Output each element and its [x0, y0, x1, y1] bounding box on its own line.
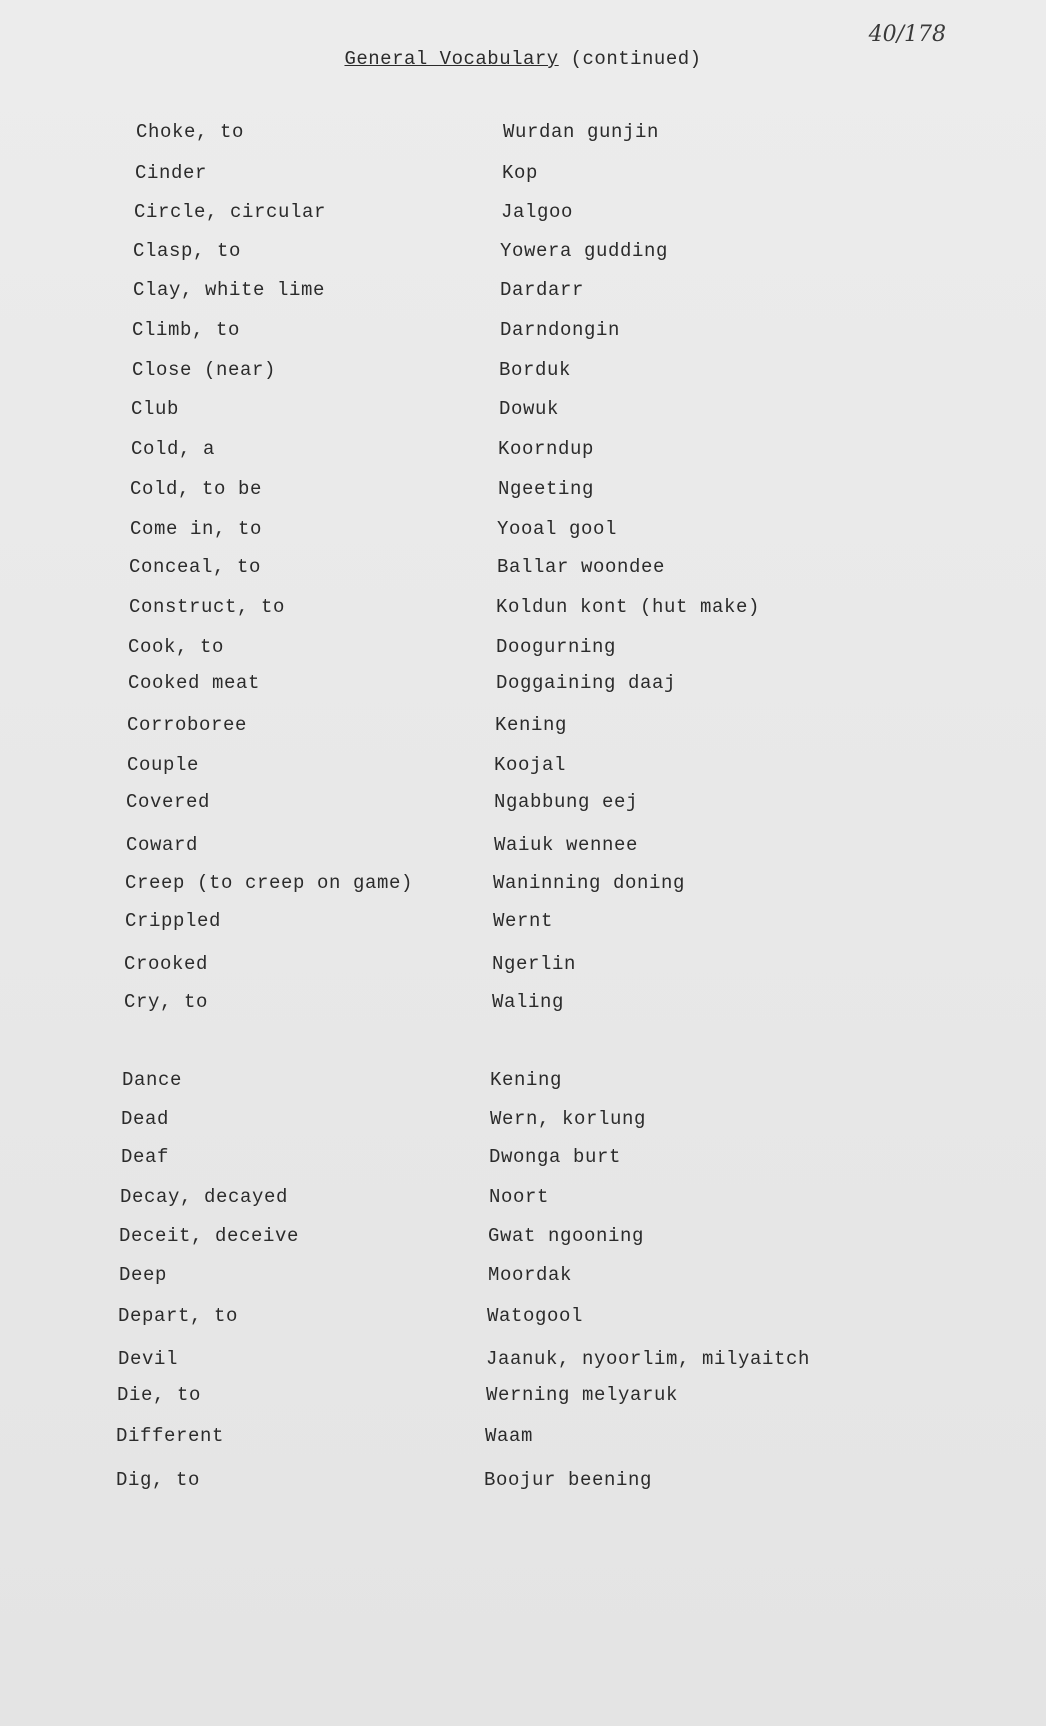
- vocabulary-entry: [0, 791, 1046, 819]
- translation: Noort: [489, 1186, 550, 1208]
- translation: Waninning doning: [493, 872, 686, 894]
- english-term: Choke, to: [136, 121, 245, 143]
- translation: Ballar woondee: [497, 556, 666, 578]
- english-term: Dance: [122, 1069, 183, 1091]
- english-term: Conceal, to: [129, 556, 262, 578]
- english-term: Couple: [127, 754, 200, 776]
- heading-continued: (continued): [570, 48, 702, 70]
- english-term: Creep (to creep on game): [125, 872, 414, 894]
- english-term: Construct, to: [129, 596, 286, 618]
- translation: Koojal: [494, 754, 567, 776]
- english-term: Corroboree: [127, 714, 248, 736]
- english-term: Devil: [118, 1348, 179, 1370]
- translation: Ngerlin: [492, 953, 577, 975]
- vocabulary-entry: [0, 1384, 1046, 1412]
- translation: Jalgoo: [501, 201, 574, 223]
- vocabulary-entry: [0, 1469, 1046, 1497]
- english-term: Die, to: [117, 1384, 202, 1406]
- vocabulary-entry: [0, 319, 1046, 347]
- translation: Ngabbung eej: [494, 791, 639, 813]
- vocabulary-entry: [0, 754, 1046, 782]
- vocabulary-entry: [0, 240, 1046, 268]
- english-term: Close (near): [132, 359, 277, 381]
- page-heading: [0, 48, 1046, 70]
- vocabulary-entry: [0, 478, 1046, 506]
- translation: Wernt: [493, 910, 554, 932]
- page-number: 40/178: [868, 22, 946, 47]
- translation: Dwonga burt: [489, 1146, 622, 1168]
- vocabulary-entry: [0, 596, 1046, 624]
- translation: Watogool: [487, 1305, 584, 1327]
- translation: Werning melyaruk: [486, 1384, 679, 1406]
- vocabulary-entry: [0, 1146, 1046, 1174]
- vocabulary-entry: [0, 991, 1046, 1019]
- vocabulary-entry: [0, 953, 1046, 981]
- translation: Kop: [502, 162, 539, 184]
- translation: Waling: [492, 991, 565, 1013]
- translation: Kening: [490, 1069, 563, 1091]
- heading-title: General Vocabulary: [344, 48, 559, 70]
- english-term: Decay, decayed: [120, 1186, 289, 1208]
- vocabulary-entry: [0, 1425, 1046, 1453]
- translation: Yooal gool: [497, 518, 618, 540]
- vocabulary-entry: [0, 398, 1046, 426]
- vocabulary-entry: [0, 121, 1046, 149]
- translation: Dowuk: [499, 398, 560, 420]
- english-term: Deep: [119, 1264, 168, 1286]
- translation: Wurdan gunjin: [503, 121, 660, 143]
- vocabulary-entry: [0, 556, 1046, 584]
- english-term: Deaf: [121, 1146, 170, 1168]
- translation: Doogurning: [496, 636, 617, 658]
- vocabulary-entry: [0, 359, 1046, 387]
- vocabulary-entry: [0, 714, 1046, 742]
- translation: Yowera gudding: [500, 240, 669, 262]
- translation: Borduk: [499, 359, 572, 381]
- vocabulary-entry: [0, 438, 1046, 466]
- english-term: Climb, to: [132, 319, 241, 341]
- vocabulary-entry: [0, 1069, 1046, 1097]
- translation: Waam: [485, 1425, 534, 1447]
- english-term: Covered: [126, 791, 211, 813]
- english-term: Come in, to: [130, 518, 263, 540]
- vocabulary-entry: [0, 872, 1046, 900]
- vocabulary-entry: [0, 201, 1046, 229]
- vocabulary-entry: [0, 672, 1046, 700]
- vocabulary-entry: [0, 1186, 1046, 1214]
- english-term: Club: [131, 398, 180, 420]
- vocabulary-entry: [0, 518, 1046, 546]
- english-term: Crippled: [125, 910, 222, 932]
- vocabulary-entry: [0, 1225, 1046, 1253]
- english-term: Cinder: [135, 162, 208, 184]
- translation: Ngeeting: [498, 478, 595, 500]
- english-term: Coward: [126, 834, 199, 856]
- english-term: Clasp, to: [133, 240, 242, 262]
- english-term: Clay, white lime: [133, 279, 326, 301]
- english-term: Dead: [121, 1108, 170, 1130]
- translation: Darndongin: [500, 319, 621, 341]
- translation: Waiuk wennee: [494, 834, 639, 856]
- vocabulary-entry: [0, 1348, 1046, 1376]
- english-term: Dig, to: [116, 1469, 201, 1491]
- translation: Gwat ngooning: [488, 1225, 645, 1247]
- english-term: Cold, to be: [130, 478, 263, 500]
- english-term: Depart, to: [118, 1305, 239, 1327]
- translation: Koldun kont (hut make): [496, 596, 761, 618]
- vocabulary-entry: [0, 834, 1046, 862]
- english-term: Deceit, deceive: [119, 1225, 300, 1247]
- english-term: Different: [116, 1425, 225, 1447]
- english-term: Circle, circular: [134, 201, 327, 223]
- vocabulary-entry: [0, 1264, 1046, 1292]
- english-term: Crooked: [124, 953, 209, 975]
- translation: Koorndup: [498, 438, 595, 460]
- vocabulary-entry: [0, 1108, 1046, 1136]
- english-term: Cold, a: [131, 438, 216, 460]
- translation: Boojur beening: [484, 1469, 653, 1491]
- translation: Jaanuk, nyoorlim, milyaitch: [486, 1348, 811, 1370]
- translation: Kening: [495, 714, 568, 736]
- translation: Wern, korlung: [490, 1108, 647, 1130]
- vocabulary-entry: [0, 910, 1046, 938]
- english-term: Cook, to: [128, 636, 225, 658]
- translation: Doggaining daaj: [496, 672, 677, 694]
- translation: Dardarr: [500, 279, 585, 301]
- vocabulary-entry: [0, 162, 1046, 190]
- english-term: Cry, to: [124, 991, 209, 1013]
- english-term: Cooked meat: [128, 672, 261, 694]
- translation: Moordak: [488, 1264, 573, 1286]
- vocabulary-entry: [0, 279, 1046, 307]
- vocabulary-entry: [0, 1305, 1046, 1333]
- vocabulary-entry: [0, 636, 1046, 664]
